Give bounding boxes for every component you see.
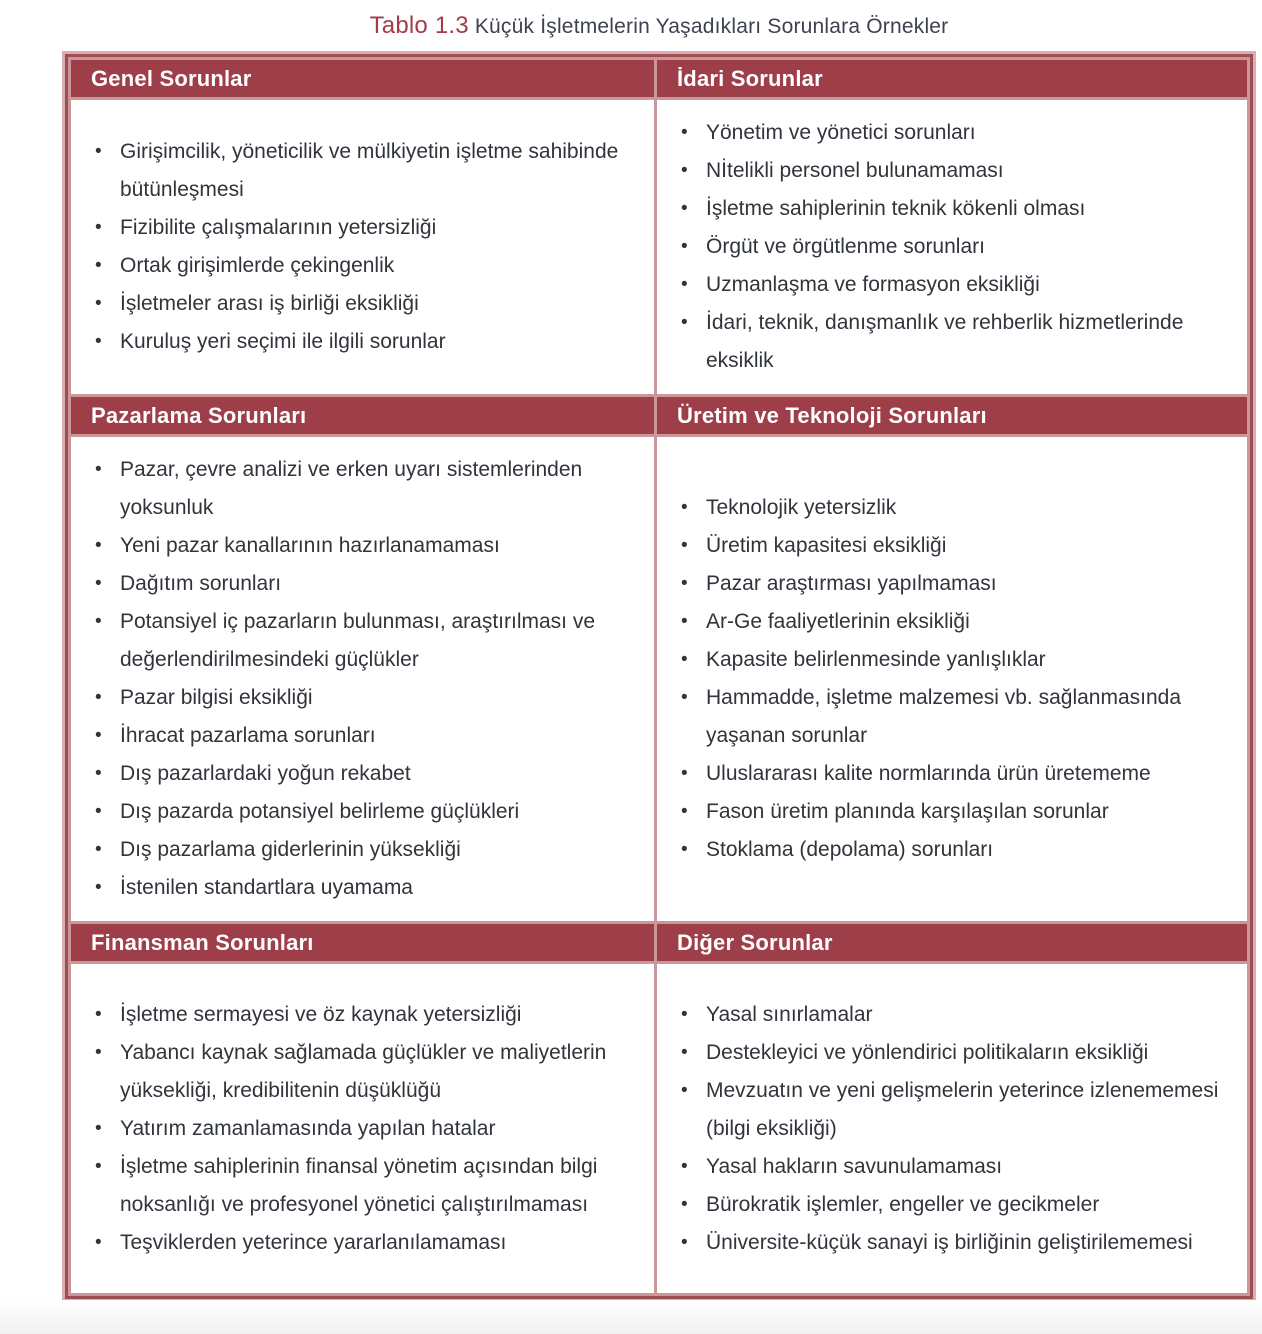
- problems-table: [65, 54, 1253, 1299]
- bullet-text: Yasal sınırlamalar: [706, 1002, 873, 1026]
- bullet-icon: •: [95, 839, 102, 860]
- table-number: Tablo 1.3: [369, 12, 469, 39]
- bullet-icon: •: [681, 801, 688, 822]
- bullet-text: Yabancı kaynak sağlamada güçlükler ve maliyetlerin yüksekliği, kredibilitenin düşüklüğü: [120, 1040, 607, 1102]
- cell-idari-sorunlar: [657, 100, 1247, 394]
- header-genel-sorunlar: [71, 60, 654, 97]
- bullet-text: Potansiyel iç pazarların bulunması, araştırılması ve değerlendirilmesindeki güçlükler: [120, 610, 596, 671]
- bullet-text: Destekleyici ve yönlendirici politikaların eksikliği: [706, 1040, 1149, 1064]
- bullet-icon: •: [681, 160, 688, 181]
- bullet-item: [93, 247, 640, 285]
- header-label: Diğer Sorunlar: [677, 929, 833, 955]
- header-uretim-teknoloji-sorunlari: [657, 397, 1247, 434]
- bullet-text: İşletmeler arası iş birliği eksikliği: [120, 292, 419, 315]
- bullet-list-genel: [93, 133, 640, 361]
- bullet-icon: •: [681, 312, 688, 333]
- bullet-icon: •: [95, 141, 102, 162]
- bullet-icon: •: [95, 725, 102, 746]
- bullet-item: [679, 228, 1233, 266]
- bullet-icon: •: [95, 255, 102, 276]
- bullet-icon: •: [95, 459, 102, 480]
- bullet-item: [93, 451, 640, 527]
- bullet-text: Girişimcilik, yöneticilik ve mülkiyetin işletme sahibinde bütünleşmesi: [120, 140, 619, 201]
- bullet-item: [93, 1224, 640, 1262]
- bullet-text: Stoklama (depolama) sorunları: [706, 838, 994, 861]
- cell-finansman-sorunlari: [71, 964, 654, 1293]
- bullet-item: [93, 1110, 640, 1148]
- bullet-text: Fason üretim planında karşılaşılan sorunlar: [706, 800, 1109, 823]
- bullet-item: [93, 323, 640, 361]
- bullet-item: [93, 1034, 640, 1110]
- bullet-text: Hammadde, işletme malzemesi vb. sağlanmasında yaşanan sorunlar: [706, 686, 1182, 747]
- header-label: Üretim ve Teknoloji Sorunları: [677, 402, 987, 428]
- header-label: Pazarlama Sorunları: [91, 402, 307, 428]
- bullet-icon: •: [95, 1155, 102, 1177]
- bullet-icon: •: [681, 573, 688, 594]
- bullet-icon: •: [95, 331, 102, 352]
- bullet-icon: •: [681, 1041, 688, 1063]
- bullet-item: [679, 679, 1233, 755]
- bullet-text: Nİtelikli personel bulunamaması: [706, 159, 1004, 182]
- bullet-item: [679, 793, 1233, 831]
- bullet-text: Dış pazarlama giderlerinin yüksekliği: [120, 838, 461, 861]
- bullet-item: [679, 266, 1233, 304]
- bullet-list-finansman: [93, 996, 640, 1262]
- bullet-icon: •: [95, 1003, 102, 1025]
- bullet-text: Fizibilite çalışmalarının yetersizliği: [120, 216, 437, 239]
- bullet-icon: •: [681, 763, 688, 784]
- bullet-item: [679, 641, 1233, 679]
- bullet-list-uretim: [679, 489, 1233, 869]
- bullet-text: Yönetim ve yönetici sorunları: [706, 121, 976, 144]
- bullet-icon: •: [681, 839, 688, 860]
- bullet-item: [679, 152, 1233, 190]
- bullet-item: [93, 527, 640, 565]
- bullet-text: Dağıtım sorunları: [120, 572, 282, 595]
- bullet-icon: •: [95, 293, 102, 314]
- bullet-item: [679, 1224, 1233, 1262]
- bullet-item: [679, 755, 1233, 793]
- document-page: [65, 12, 1253, 1334]
- bullet-item: [93, 755, 640, 793]
- bullet-item: [679, 527, 1233, 565]
- bullet-icon: •: [681, 236, 688, 257]
- bullet-item: [679, 1186, 1233, 1224]
- bullet-item: [679, 1148, 1233, 1186]
- bullet-text: Ortak girişimlerde çekingenlik: [120, 254, 395, 277]
- bullet-icon: •: [681, 649, 688, 670]
- bullet-text: İhracat pazarlama sorunları: [120, 724, 376, 747]
- bullet-icon: •: [681, 1079, 688, 1101]
- bullet-item: [93, 869, 640, 907]
- bullet-text: Yatırım zamanlamasında yapılan hatalar: [120, 1116, 496, 1140]
- bullet-icon: •: [681, 535, 688, 556]
- bullet-text: Pazar, çevre analizi ve erken uyarı sistemlerinden yoksunluk: [120, 458, 583, 519]
- bullet-item: [93, 793, 640, 831]
- bullet-text: İstenilen standartlara uyamama: [120, 876, 413, 899]
- bullet-icon: •: [95, 573, 102, 594]
- bullet-icon: •: [95, 611, 102, 632]
- bullet-item: [93, 679, 640, 717]
- bullet-text: Üretim kapasitesi eksikliği: [706, 534, 947, 557]
- bullet-icon: •: [95, 877, 102, 898]
- table-caption: [65, 12, 1253, 40]
- bullet-icon: •: [681, 1003, 688, 1025]
- cell-genel-sorunlar: [71, 100, 654, 394]
- bullet-text: Teşviklerden yeterince yararlanılamaması: [120, 1230, 507, 1254]
- cell-pazarlama-sorunlari: [71, 437, 654, 921]
- bullet-item: [679, 996, 1233, 1034]
- bullet-icon: •: [95, 1041, 102, 1063]
- cell-uretim-teknoloji-sorunlari: [657, 437, 1247, 921]
- bullet-item: [679, 1034, 1233, 1072]
- bullet-icon: •: [95, 217, 102, 238]
- bullet-text: Pazar araştırması yapılmaması: [706, 572, 997, 595]
- bullet-icon: •: [681, 1155, 688, 1177]
- bullet-item: [93, 831, 640, 869]
- bullet-text: Örgüt ve örgütlenme sorunları: [706, 235, 985, 258]
- bullet-item: [679, 190, 1233, 228]
- bullet-item: [93, 717, 640, 755]
- bullet-icon: •: [681, 198, 688, 219]
- bullet-item: [679, 603, 1233, 641]
- bullet-text: İşletme sahiplerinin teknik kökenli olması: [706, 197, 1086, 220]
- bullet-item: [679, 304, 1233, 380]
- bullet-icon: •: [681, 497, 688, 518]
- bullet-text: İşletme sahiplerinin finansal yönetim açısından bilgi noksanlığı ve profesyonel yönetici çalıştırılmaması: [120, 1154, 598, 1216]
- header-label: İdari Sorunlar: [677, 65, 823, 91]
- bullet-icon: •: [681, 687, 688, 708]
- bullet-text: İşletme sermayesi ve öz kaynak yetersizliği: [120, 1002, 522, 1026]
- bullet-text: Kapasite belirlenmesinde yanlışlıklar: [706, 648, 1046, 671]
- bullet-item: [93, 285, 640, 323]
- bullet-text: Mevzuatın ve yeni gelişmelerin yeterince izlenememesi (bilgi eksikliği): [706, 1078, 1219, 1140]
- header-pazarlama-sorunlari: [71, 397, 654, 434]
- bullet-icon: •: [95, 763, 102, 784]
- bullet-text: Ar-Ge faaliyetlerinin eksikliği: [706, 610, 970, 633]
- bullet-item: [93, 603, 640, 679]
- bullet-item: [93, 996, 640, 1034]
- bullet-item: [679, 489, 1233, 527]
- bullet-text: Uzmanlaşma ve formasyon eksikliği: [706, 273, 1040, 296]
- bullet-text: Dış pazarlardaki yoğun rekabet: [120, 762, 411, 785]
- bullet-text: Uluslararası kalite normlarında ürün üretememe: [706, 762, 1151, 785]
- header-diger-sorunlar: [657, 924, 1247, 961]
- header-label: Finansman Sorunları: [91, 929, 314, 955]
- cell-diger-sorunlar: [657, 964, 1247, 1293]
- bullet-icon: •: [95, 687, 102, 708]
- bullet-item: [93, 565, 640, 603]
- bullet-icon: •: [95, 1117, 102, 1139]
- bullet-icon: •: [681, 1193, 688, 1215]
- bullet-text: İdari, teknik, danışmanlık ve rehberlik hizmetlerinde eksiklik: [706, 311, 1184, 372]
- bullet-text: Teknolojik yetersizlik: [706, 496, 897, 519]
- bullet-text: Bürokratik işlemler, engeller ve gecikmeler: [706, 1192, 1100, 1216]
- bullet-icon: •: [95, 801, 102, 822]
- bullet-item: [679, 1072, 1233, 1148]
- bullet-icon: •: [681, 122, 688, 143]
- bullet-list-idari: [679, 114, 1233, 380]
- bullet-item: [93, 209, 640, 247]
- bullet-icon: •: [681, 611, 688, 632]
- bullet-text: Yasal hakların savunulamaması: [706, 1154, 1003, 1178]
- bullet-item: [93, 1148, 640, 1224]
- bullet-item: [93, 133, 640, 209]
- bullet-item: [679, 831, 1233, 869]
- bullet-text: Kuruluş yeri seçimi ile ilgili sorunlar: [120, 330, 446, 353]
- bullet-icon: •: [95, 535, 102, 556]
- bullet-item: [679, 114, 1233, 152]
- bullet-text: Dış pazarda potansiyel belirleme güçlükleri: [120, 800, 520, 823]
- bullet-icon: •: [95, 1231, 102, 1253]
- header-idari-sorunlar: [657, 60, 1247, 97]
- bullet-icon: •: [681, 1231, 688, 1253]
- bullet-item: [679, 565, 1233, 603]
- bullet-list-diger: [679, 996, 1233, 1262]
- table-caption-text: Küçük İşletmelerin Yaşadıkları Sorunlara Örnekler: [474, 15, 949, 38]
- bullet-text: Yeni pazar kanallarının hazırlanamaması: [120, 534, 500, 557]
- bullet-text: Pazar bilgisi eksikliği: [120, 686, 313, 709]
- header-label: Genel Sorunlar: [91, 65, 252, 91]
- header-finansman-sorunlari: [71, 924, 654, 961]
- bullet-icon: •: [681, 274, 688, 295]
- bullet-list-pazarlama: [93, 451, 640, 907]
- page-edge-shadow: [0, 1300, 1262, 1334]
- bullet-text: Üniversite-küçük sanayi iş birliğinin geliştirilememesi: [706, 1230, 1193, 1254]
